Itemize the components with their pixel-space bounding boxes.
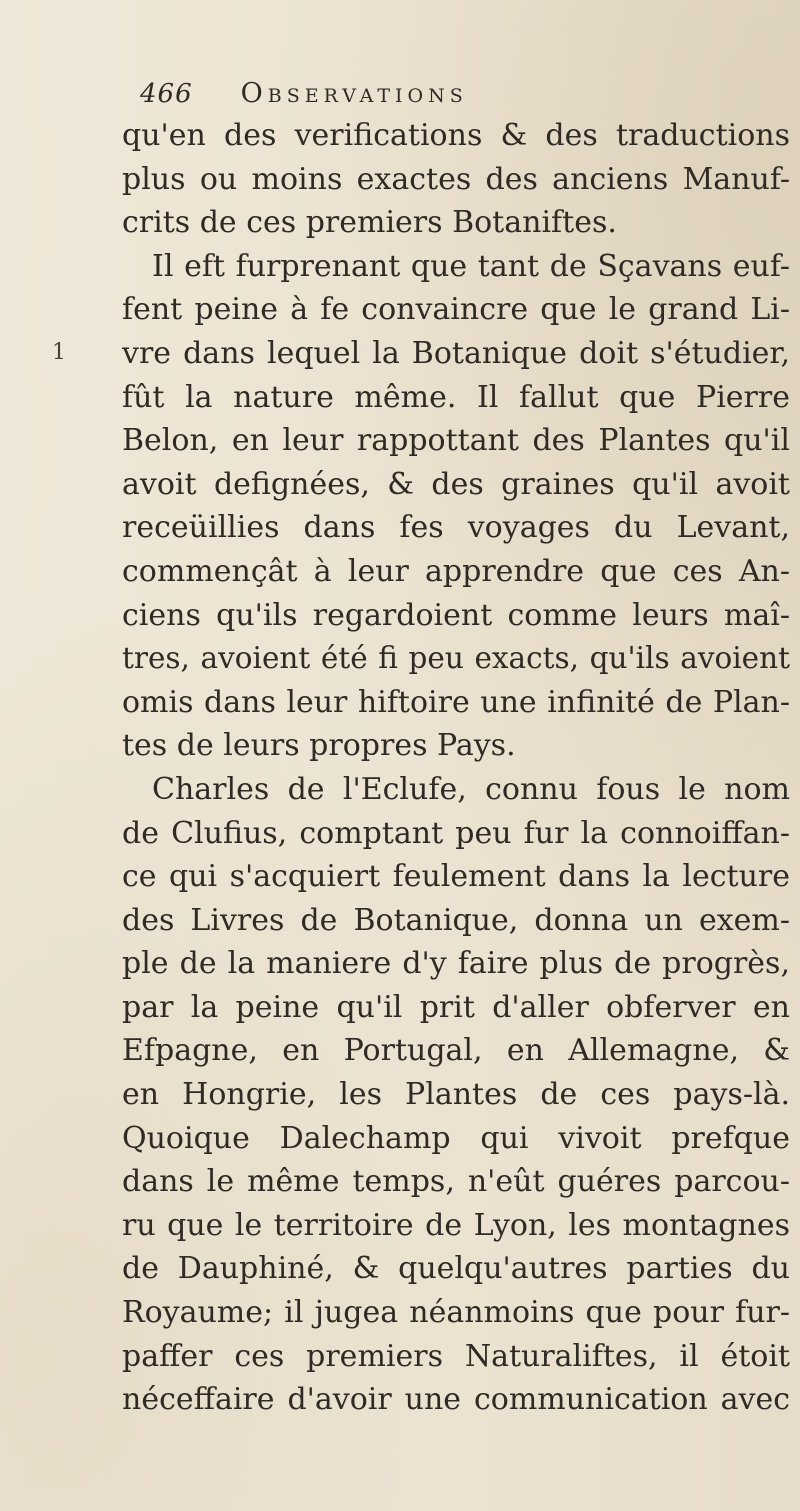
text-line: commençât à leur apprendre que ces An- (122, 553, 790, 589)
running-head: Observations (240, 78, 468, 109)
page-header (140, 78, 660, 114)
text-line: receüillies dans fes voyages du Levant, (122, 510, 790, 546)
text-line: ce qui s'acquiert feulement dans la lecture (122, 859, 790, 895)
text-line: de Clufius, comptant peu fur la connoiffan- (122, 815, 790, 851)
text-line: Belon, en leur rappottant des Plantes qu'il (122, 423, 790, 459)
text-line: fût la nature même. Il fallut que Pierre (122, 379, 790, 415)
text-line: paffer ces premiers Naturaliftes, il étoit (122, 1338, 790, 1374)
text-line: ple de la maniere d'y faire plus de progrès, (122, 946, 790, 982)
text-line: néceffaire d'avoir une communication avec (122, 1382, 790, 1418)
text-line: ciens qu'ils regardoient comme leurs maî- (122, 597, 790, 633)
text-line: par la peine qu'il prit d'aller obferver en (122, 989, 790, 1025)
text-line: qu'en des verifications & des traductions (122, 118, 790, 153)
text-line: ru que le territoire de Lyon, les montagnes (122, 1207, 790, 1243)
text-line: Royaume; il jugea néanmoins que pour fur- (122, 1295, 790, 1331)
text-line: en Hongrie, les Plantes de ces pays-là. (122, 1077, 790, 1113)
text-line: Il eft furprenant que tant de Sçavans euf- (152, 248, 790, 284)
margin-mark: 1 (52, 340, 66, 365)
text-line: omis dans leur hiftoire une infinité de Plan- (122, 684, 790, 720)
text-line: tes de leurs propres Pays. (122, 728, 516, 764)
text-line: fent peine à fe convaincre que le grand Li- (122, 292, 790, 328)
text-line: tres, avoient été fi peu exacts, qu'ils avoient (122, 641, 790, 676)
text-line: Quoique Dalechamp qui vivoit prefque (122, 1120, 790, 1156)
text-line: de Dauphiné, & quelqu'autres parties du (122, 1251, 790, 1287)
text-line: vre dans lequel la Botanique doit s'étudier, (122, 335, 790, 371)
text-line: crits de ces premiers Botaniftes. (122, 205, 617, 241)
text-line: dans le même temps, n'eût guéres parcou- (122, 1164, 790, 1200)
text-line: Charles de l'Eclufe, connu fous le nom (152, 771, 790, 807)
body-text (122, 114, 790, 1422)
text-line: des Livres de Botanique, donna un exem- (122, 902, 790, 938)
page-number: 466 (140, 79, 193, 109)
text-line: avoit defignées, & des graines qu'il avoit (122, 466, 790, 502)
text-line: Efpagne, en Portugal, en Allemagne, & (122, 1033, 790, 1069)
text-line: plus ou moins exactes des anciens Manuf- (122, 161, 790, 197)
